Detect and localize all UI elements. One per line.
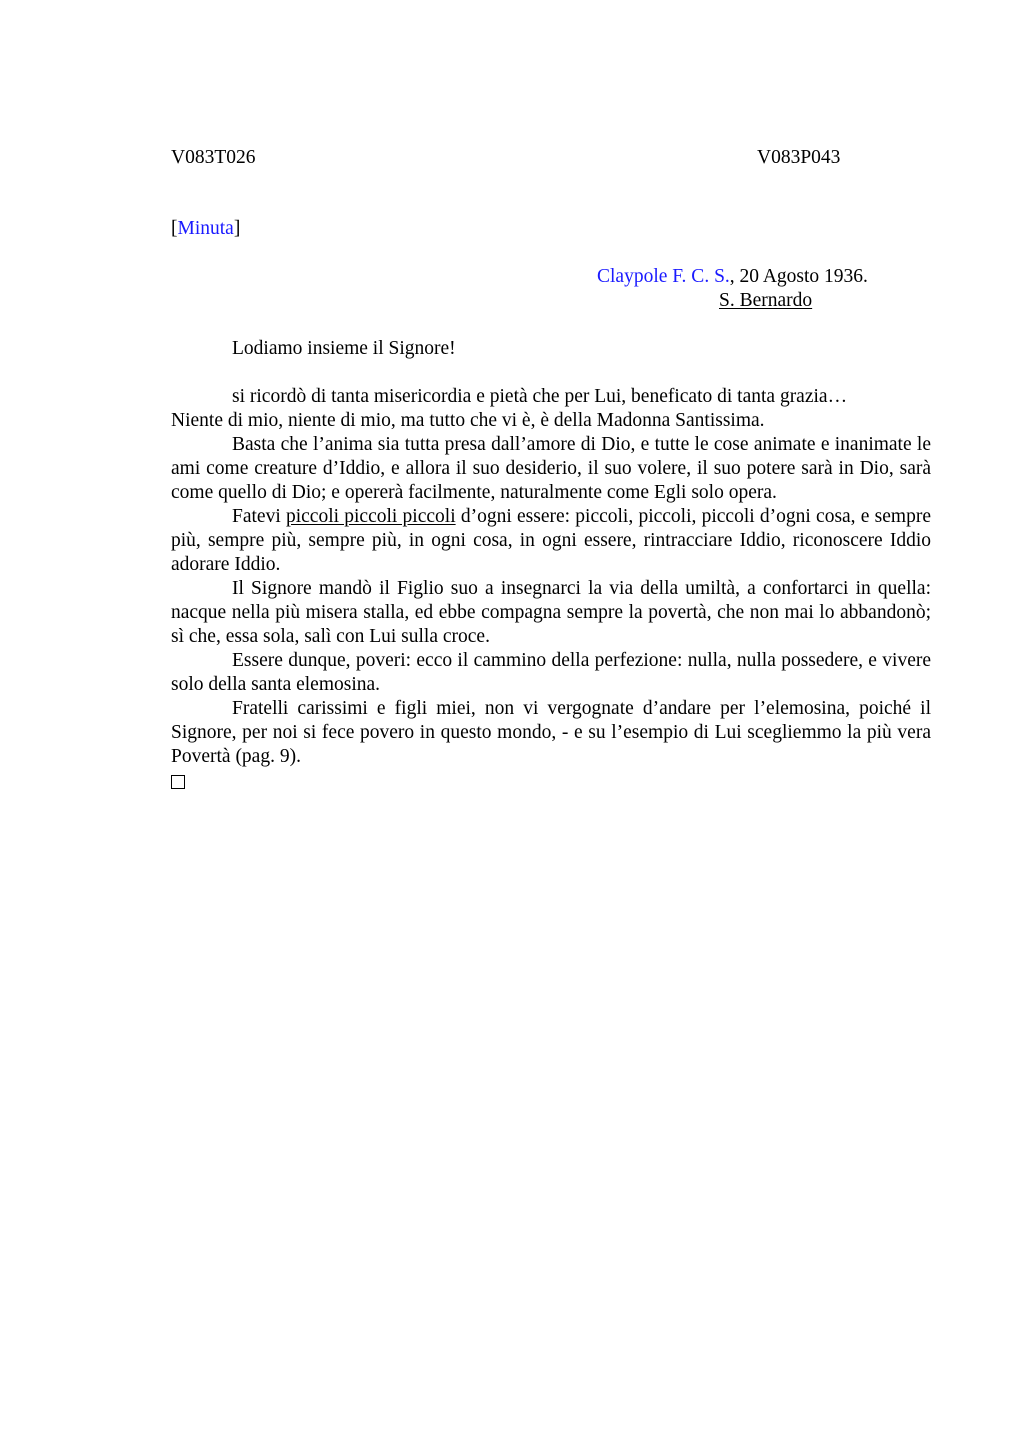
paragraph: Essere dunque, poveri: ecco il cammino della perfezione: nulla, nulla possedere, e vivere solo della santa elemosina. bbox=[171, 650, 931, 695]
draft-link[interactable]: Minuta bbox=[177, 218, 234, 239]
paragraph bbox=[171, 505, 931, 577]
paragraph-text: Fatevi bbox=[232, 506, 286, 527]
paragraph-text: d’ogni essere: piccoli, piccoli, piccoli d’ogni cosa, e sempre più, sempre più, sempre più, in ogni cosa, in ogni essere, rintracciare Iddio, riconoscere Iddio adorare Iddio. bbox=[171, 506, 931, 575]
paragraph: Fratelli carissimi e figli miei, non vi vergognate d’andare per l’elemosina, poiché il Signore, per noi si fece povero in questo mondo, - e su l’esempio di Lui scegliemmo la più vera Povertà (pag. 9). bbox=[171, 698, 931, 767]
saint-day: S. Bernardo bbox=[719, 290, 813, 311]
end-marker bbox=[171, 769, 931, 796]
document-code-right: V083P043 bbox=[757, 147, 841, 168]
bracket-open: [ bbox=[171, 218, 178, 239]
paragraph: Il Signore mandò il Figlio suo a insegnarci la via della umiltà, a confortarci in quella: nacque nella più misera stalla, ed ebbe compagna sempre la povertà, che non mai lo abbandonò; sì che, essa sola, salì con Lui sulla croce. bbox=[171, 578, 931, 647]
paragraph: Niente di mio, niente di mio, ma tutto che vi è, è della Madonna Santissima. bbox=[171, 410, 765, 431]
place-link[interactable]: Claypole F. C. S. bbox=[597, 266, 730, 287]
paragraph: Basta che l’anima sia tutta presa dall’amore di Dio, e tutte le cose animate e inanimate le ami come creature d’Iddio, e allora il suo desiderio, il suo volere, il suo potere sarà in Dio, sarà come quello di Dio; e opererà facilmente, naturalmente come Egli solo opera. bbox=[171, 434, 931, 503]
bracket-close: ] bbox=[233, 218, 241, 239]
square-outline-icon bbox=[171, 775, 185, 789]
greeting: Lodiamo insieme il Signore! bbox=[232, 338, 456, 359]
dateline bbox=[597, 266, 868, 288]
paragraph: si ricordò di tanta misericordia e pietà che per Lui, beneficato di tanta grazia… bbox=[232, 386, 848, 407]
letter-body bbox=[171, 385, 931, 796]
document-code-left: V083T026 bbox=[171, 147, 256, 168]
date-text: , 20 Agosto 1936. bbox=[729, 266, 868, 287]
draft-label-line bbox=[171, 218, 240, 240]
underlined-phrase: piccoli piccoli piccoli bbox=[285, 506, 456, 527]
